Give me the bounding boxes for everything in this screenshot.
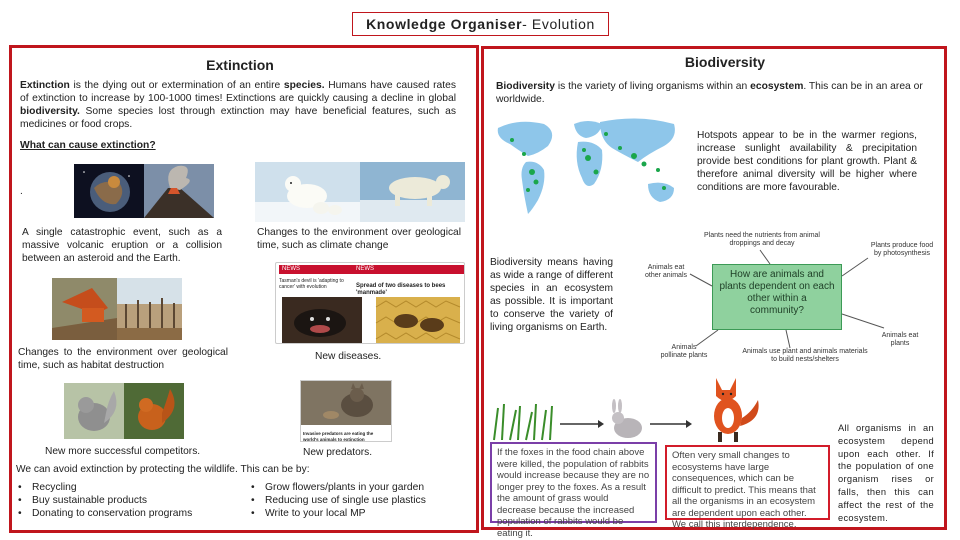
stray-dot: .: [20, 186, 23, 197]
avoid-list-1: [18, 481, 238, 520]
diagram-label-right: Animals eat plants: [881, 332, 919, 347]
cause-catastrophe: A single catastrophic event, such as a massive volcanic eruption or a collision between an asteroid and the Earth.: [22, 227, 222, 264]
bio-intro-1: is the variety of living organisms within an: [554, 81, 751, 92]
causes-heading: What can cause extinction?: [20, 140, 156, 151]
disease-news-image: [275, 262, 465, 344]
organisms-depend-text: All organisms in an ecosystem depend upon each other. If the population of one organism rises or falls, then this can affect the rest of the ecosystem.: [838, 423, 934, 523]
avoid-extinction-text: We can avoid extinction by protecting the wildlife. This can be by:: [16, 464, 310, 475]
biodiversity-heading: Biodiversity: [684, 54, 766, 70]
list-item: • Grow flowers/plants in your garden: [251, 481, 471, 494]
fox-image: [696, 370, 766, 444]
cause-disease: New diseases.: [315, 351, 382, 362]
intro-text-3: Some species lost through extinction may have beneficial features, such as medicines or food crops.: [20, 106, 456, 130]
intro-text-2: Humans have caused rates of extinction to increase by 100-1000 times! Extinctions are quickly causing a decline in global: [20, 80, 456, 104]
diagram-label-bottom-left: Animals pollinate plants: [660, 344, 708, 359]
diagram-label-top-right: Plants produce food by photosynthesis: [870, 242, 934, 257]
title-main: Knowledge Organiser: [366, 16, 523, 32]
avoid-list-2: [251, 481, 471, 520]
news-headline-1: Tasman's devil is 'adapting to cancer' with evolution: [279, 278, 344, 290]
term-ecosystem: ecosystem: [750, 81, 804, 92]
habitat-destruction-image: [52, 278, 182, 340]
hotspots-text: Hotspots appear to be in the warmer regions, increase sunlight availability & precipitation provide best conditions for plant growth. Plant & therefore animal diversity will be higher where conditions are more favourable.: [697, 130, 917, 193]
list-item: • Recycling: [18, 481, 238, 494]
food-chain-explanation: If the foxes in the food chain above were killed, the population of rabbits would increase because they are no longer prey to the foxes. As a result the amount of grass would decrease because the increased population of rabbits would be eating it.: [490, 442, 657, 523]
term-species: species.: [283, 80, 325, 91]
list-item: • Write to your local MP: [251, 507, 471, 520]
squirrels-image: [64, 383, 184, 439]
term-biodiversity: biodiversity.: [20, 106, 80, 117]
interdependence-explanation: Often very small changes to ecosystems have large consequences, which can be difficult to predict. This means that all the organisms in an ecosystem are dependent upon each other. We call this interdependence.: [665, 445, 830, 520]
list-item: • Donating to conservation programs: [18, 507, 238, 520]
biodiversity-hotspot-map: [488, 110, 688, 222]
intro-text-1: is the dying out or extermination of an entire: [69, 80, 284, 91]
predator-image: [300, 380, 392, 442]
cause-habitat: Changes to the environment over geological time, such as habitat destruction: [18, 347, 228, 371]
diagram-label-bottom: Animals use plant and animals materials to build nests/shelters: [742, 348, 868, 363]
list-item: • Reducing use of single use plastics: [251, 494, 471, 507]
cause-competitors: New more successful competitors.: [45, 446, 201, 457]
news-banner-2: NEWS: [353, 265, 464, 274]
predator-caption: Invasive predators are eating the world's animals to extinction: [303, 431, 374, 442]
news-banner-1: NEWS: [279, 265, 370, 274]
cause-predators: New predators.: [303, 447, 373, 458]
biodiversity-means-text: Biodiversity means having as wide a range of different species in an ecosystem as possible. It is important to conserve the variety of living organisms on Earth.: [490, 257, 613, 333]
page-title: [352, 12, 609, 36]
diagram-label-top: Plants need the nutrients from animal droppings and decay: [704, 232, 820, 247]
extinction-heading: Extinction: [206, 57, 274, 73]
term-biodiversity-2: Biodiversity: [496, 81, 555, 92]
title-subject: - Evolution: [522, 16, 595, 32]
bio-intro-2: . This can be in an area or worldwide.: [496, 81, 923, 105]
interdependence-diagram: [640, 228, 940, 368]
term-extinction: Extinction: [20, 80, 70, 91]
diagram-label-left: Animals eat other animals: [644, 264, 688, 279]
extinction-intro: [20, 79, 456, 131]
diagram-centre-box: How are animals and plants dependent on each other within a community?: [712, 264, 842, 330]
list-item: • Buy sustainable products: [18, 494, 238, 507]
polar-bears-image: [255, 162, 465, 222]
cause-climate: Changes to the environment over geological time, such as climate change: [257, 227, 461, 251]
news-headline-2: Spread of two diseases to bees 'manmade': [356, 283, 446, 296]
asteroid-volcano-image: [74, 164, 214, 218]
biodiversity-intro: [496, 80, 926, 106]
